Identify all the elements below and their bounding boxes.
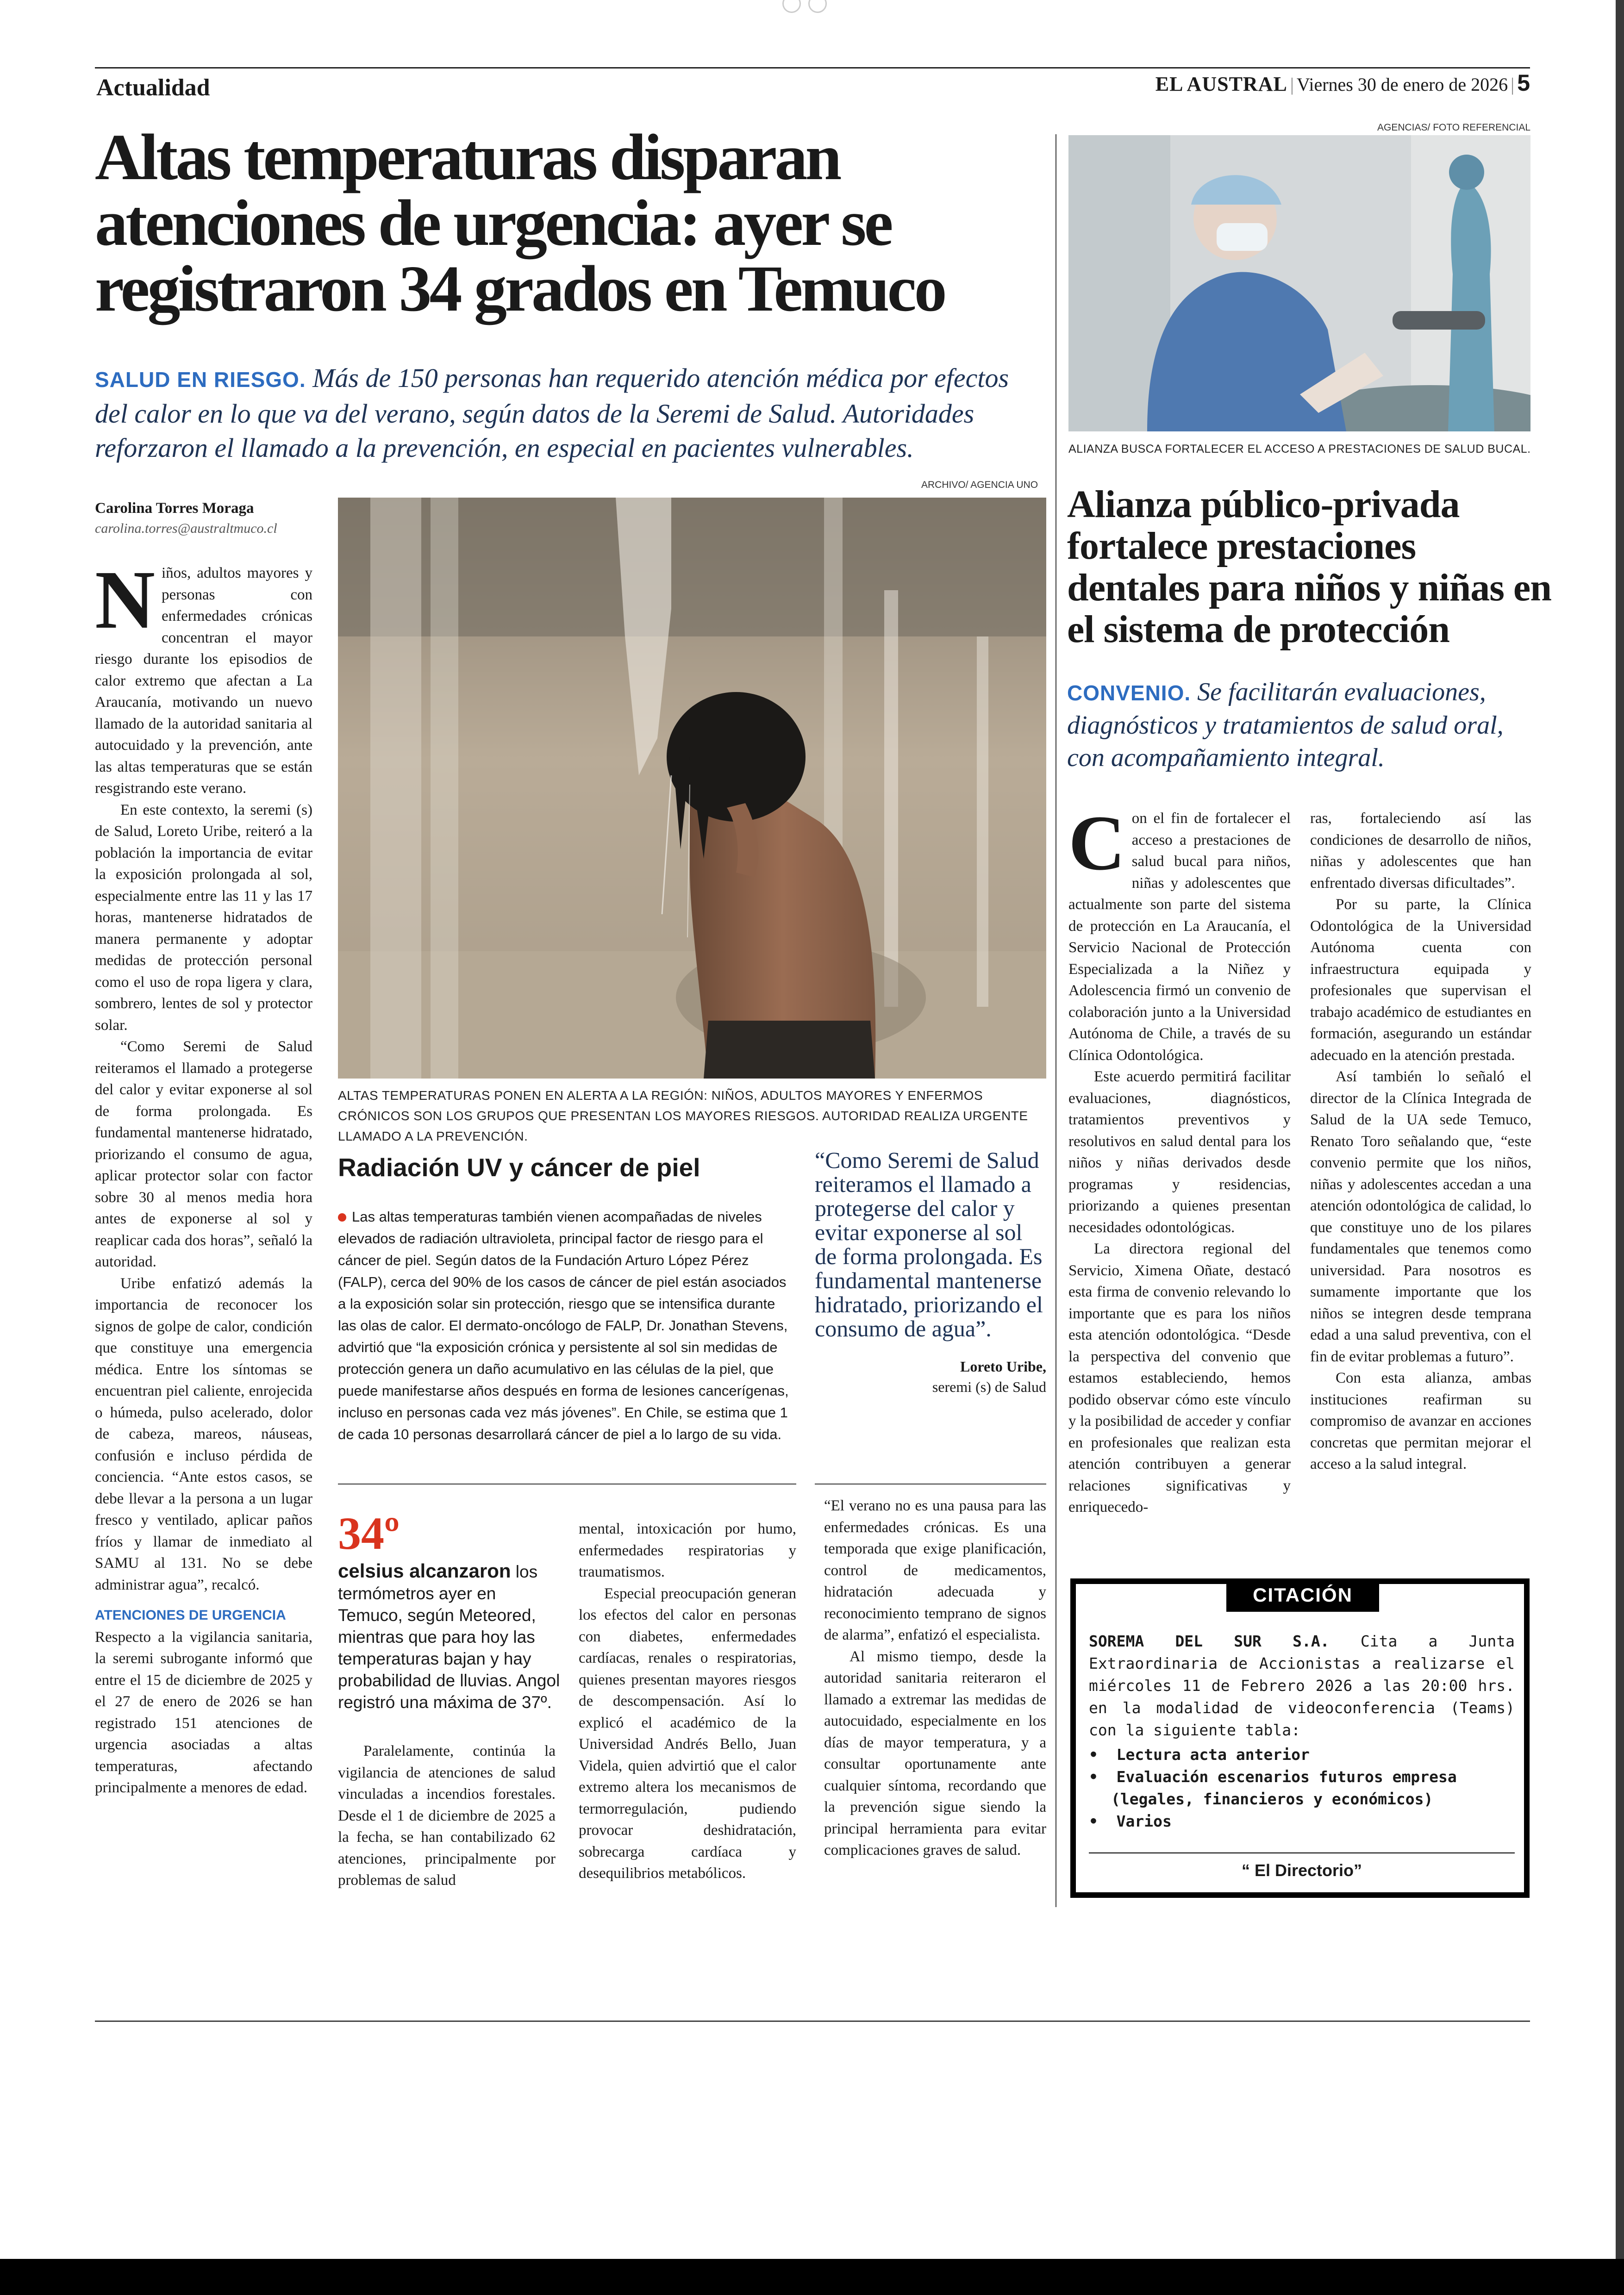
author-email: carolina.torres@australtmuco.cl xyxy=(95,521,277,536)
paragraph: iños, adultos mayores y personas con enfermedades crónicas concentran el mayor riesgo durante los episodios de calor extremo que afectan a La Araucanía, motivando un nuevo llamado de la autoridad sanitaria al autocuidado y la prevención, ante las altas temperaturas que se están resgistrando este verano. xyxy=(95,565,312,797)
side-lead xyxy=(1067,676,1530,774)
citacion-text: Cita a Junta Extraordinaria de Accionistas a realizarse el miércoles 11 de Febrero 2026 a las 20:00 hrs. en la modalidad de videoconferencia (Teams) con la siguiente tabla: xyxy=(1089,1632,1515,1739)
main-lead-text: Más de 150 personas han requerido atención médica por efectos del calor en lo que va del verano, según datos de la Seremi de Salud. Autoridades reforzaron el llamado a la prevención, en especial en pacientes vulnerables. xyxy=(95,363,1009,463)
side-photo-caption: ALIANZA BUSCA FORTALECER EL ACCESO A PRESTACIONES DE SALUD BUCAL. xyxy=(1068,443,1531,455)
main-kicker: SALUD EN RIESGO. xyxy=(95,368,306,392)
main-photo xyxy=(338,498,1046,1079)
paragraph: En este contexto, la seremi (s) de Salud, Loreto Uribe, reiteró a la población la importancia de evitar la exposición prolongada al sol, especialmente entre las 11 y las 17 horas, mantenerse hidratados de manera permanente y adoptar medidas de protección personal como el uso de ropa ligera y clara, sombrero, lentes de sol y protector solar. xyxy=(95,801,312,1034)
agenda-item: • Varios xyxy=(1089,1812,1172,1830)
paragraph: Respecto a la vigilancia sanitaria, la seremi subrogante informó que entre el 15 de diciembre de 2025 y el 27 de enero de 2026 se han registrado 151 atenciones de urgencia asociadas a altas temperaturas, afectando principalmente a menores de edad. xyxy=(95,1628,312,1796)
article-column-1 xyxy=(95,554,312,1799)
dentist-image xyxy=(1068,135,1530,431)
side-photo xyxy=(1068,135,1530,431)
pull-quote xyxy=(815,1148,1046,1397)
page-edge-shadow xyxy=(1616,0,1624,2295)
main-headline: Altas temperaturas disparan atenciones de urgencia: ayer se registraron 34 grados en Temuco xyxy=(95,120,945,325)
agenda-item: • Lectura acta anterior xyxy=(1089,1746,1310,1764)
dot-icon xyxy=(808,0,827,13)
paragraph: Así también lo señaló el director de la Clínica Integrada de Salud de la UA sede Temuco, Renato Toro señalando que, “este convenio permite que los niños, niñas y adolescentes accedan a una atención odontológica de calidad, lo que constituye uno de los pilares fundamentales que tenemos como universidad. Para nosotros es sumamente importante que los niños se integren desde temprana edad a una salud preventiva, con el fin de evitar problemas a futuro”. xyxy=(1310,1068,1531,1365)
article-column-3 xyxy=(579,1518,796,1884)
page-number: 5 xyxy=(1517,70,1530,96)
side-photo-credit: AGENCIAS/ FOTO REFERENCIAL xyxy=(1377,122,1531,133)
bullet-icon xyxy=(338,1213,346,1222)
paragraph: on el fin de fortalecer el acceso a prestaciones de salud bucal para niños, niñas y adolescentes que actualmente son parte del sistema de protección en La Araucanía, el Servicio Nacional de Protección Especializada a la Niñez y Adolescencia firmó un convenio de colaboración junto a la Universidad Autónoma de Chile, a través de su Clínica Odontológica. xyxy=(1068,810,1291,1064)
stat-value: 34º xyxy=(338,1508,400,1559)
paragraph: Por su parte, la Clínica Odontológica de la Universidad Autónoma cuenta con infraestructura equipada y profesionales que supervisan el trabajo académico de estudiantes en formación, asegurando un estándar adecuado en la atención prestada. xyxy=(1310,896,1531,1064)
article-column-2 xyxy=(338,1740,556,1891)
masthead: EL AUSTRAL | Viernes 30 de enero de 2026 | 5 xyxy=(1155,70,1530,96)
dot-icon xyxy=(782,0,801,13)
bottom-bar xyxy=(0,2259,1624,2295)
paragraph: Al mismo tiempo, desde la autoridad sanitaria reiteraron el llamado a extremar las medidas de autocuidado, especialmente en los días de mayor temperatura, y a consultar oportunamente ante cualquier síntoma, recordando que la prevención sigue siendo la principal herramienta para evitar complicaciones graves de salud. xyxy=(824,1648,1046,1858)
author-name: Carolina Torres Moraga xyxy=(95,500,254,517)
child-fountain-image xyxy=(338,498,1046,1079)
side-headline: Alianza público-privada fortalece prestaciones dentales para niños y niñas en el sistema de protección xyxy=(1067,483,1551,651)
drop-cap: C xyxy=(1068,799,1125,886)
stat-box xyxy=(338,1560,565,1713)
side-kicker: CONVENIO. xyxy=(1067,681,1191,705)
citacion-company: SOREMA DEL SUR S.A. xyxy=(1089,1632,1330,1650)
citacion-title: CITACIÓN xyxy=(1226,1578,1379,1612)
paragraph: Con esta alianza, ambas instituciones reafirman su compromiso de avanzar en acciones concretas que permitan mejorar el acceso a la salud integral. xyxy=(1310,1370,1531,1472)
subheading: ATENCIONES DE URGENCIA xyxy=(95,1608,286,1623)
section-label: Actualidad xyxy=(96,75,210,101)
citacion-body xyxy=(1089,1630,1515,1741)
side-lead-text: Se facilitarán evaluaciones, diagnósticos y tratamientos de salud oral, con acompañamiento integral. xyxy=(1067,678,1504,772)
paragraph: La directora regional del Servicio, Ximena Oñate, destacó esta firma de convenio relevando lo importante que es para los niños esta atención odontológica. “Desde la perspectiva del convenio que estamos estableciendo, hemos podido observar cómo este vínculo y la posibilidad de acceder y confiar en profesionales que realizan esta atención contribuyen a generar relaciones significativas y enriquecedo- xyxy=(1068,1241,1291,1515)
paragraph: “El verano no es una pausa para las enfermedades crónicas. Es una temporada que exige planificación, control de medicamentos, hidratación adecuada y reconocimiento temprano de signos de alarma”, enfatizó el especialista. xyxy=(824,1497,1046,1643)
uv-text: Las altas temperaturas también vienen acompañadas de niveles elevados de radiación ultravioleta, principal factor de riesgo para el cáncer de piel. Según datos de la Fundación Arturo López Pérez (FALP), cerca del 90% de los casos de cáncer de piel están asociados a la exposición solar sin protección, riesgo que se intensifica durante las olas de calor. El dermato-oncólogo de FALP, Dr. Jonathan Stevens, advirtió que “la exposición crónica y persistente al sol sin medidas de protección genera un daño acumulativo en las células de la piel, que puede manifestarse años después en forma de lesiones cancerígenas, incluso en personas cada vez más jóvenes”. En Chile, se estima que 1 de cada 10 personas desarrollará cáncer de piel a lo largo de su vida. xyxy=(338,1209,789,1442)
paper-name: EL AUSTRAL xyxy=(1155,73,1287,95)
byline xyxy=(95,498,312,539)
side-column-2 xyxy=(1310,808,1531,1475)
paragraph: ras, fortaleciendo así las condiciones de desarrollo de niños, niñas y adolescentes que han enfrentado diversas dificultades”. xyxy=(1310,810,1531,892)
side-column-1 xyxy=(1068,799,1291,1518)
paragraph: “Como Seremi de Salud reiteramos el llamado a protegerse del calor y evitar exponerse al sol de forma prolongada. Es fundamental mantenerse hidratado, priorizando el consumo de agua, aplicar protector solar con factor sobre 30 al menos media hora antes de exponerse al sol y reaplicar cada dos horas”, señaló la autoridad. xyxy=(95,1038,312,1270)
drop-cap: N xyxy=(95,554,155,646)
agenda-item: • Evaluación escenarios futuros empresa (legales, financieros y económicos) xyxy=(1089,1768,1457,1808)
page-dots xyxy=(782,0,838,14)
paragraph: Paralelamente, continúa la vigilancia de atenciones de salud vinculadas a incendios forestales. Desde el 1 de diciembre de 2025 a la fecha, se han contabilizado 62 atenciones, principalmente por problemas de salud xyxy=(338,1743,556,1889)
page-bottom-rule xyxy=(95,2021,1530,2022)
paragraph: Este acuerdo permitirá facilitar evaluaciones, diagnósticos, tratamientos preventivos y resolutivos en salud dental para los niños y niñas derivados desde programas y residencias, priorizando a quienes presentan necesidades odontológicas. xyxy=(1068,1068,1291,1236)
paragraph: Especial preocupación generan los efectos del calor en personas con diabetes, enfermedades cardíacas, renales o respiratorias, quienes presentan mayores riesgos de descompensación. Así lo explicó el académico de la Universidad Andrés Bello, Juan Videla, quien advirtió que el calor extremo altera los mecanismos de termorregulación, pudiendo provocar deshidratación, sobrecarga cardíaca y desequilibrios metabólicos. xyxy=(579,1585,796,1882)
header-rule xyxy=(95,67,1530,69)
issue-date: Viernes 30 de enero de 2026 xyxy=(1296,74,1508,95)
stat-bold: celsius alcanzaron xyxy=(338,1560,511,1582)
quote-name: Loreto Uribe, xyxy=(960,1358,1046,1375)
citacion-signature: “ El Directorio” xyxy=(1089,1852,1515,1880)
quote-attribution xyxy=(815,1356,1046,1397)
uv-title: Radiación UV y cáncer de piel xyxy=(338,1153,700,1182)
stat-text: los termómetros ayer en Temuco, según Meteored, mientras que para hoy las temperaturas bajan y hay probabilidad de lluvias. Angol registró una máxima de 37º. xyxy=(338,1562,560,1712)
article-column-4 xyxy=(824,1495,1046,1861)
photo-credit: ARCHIVO/ AGENCIA UNO xyxy=(921,480,1038,490)
citacion-agenda xyxy=(1089,1744,1515,1833)
main-photo-caption: ALTAS TEMPERATURAS PONEN EN ALERTA A LA REGIÓN: NIÑOS, ADULTOS MAYORES Y ENFERMOS CRÓNICOS SON LOS GRUPOS QUE PRESENTAN LOS MAYORES RIESGOS. AUTORIDAD REALIZA URGENTE LLAMADO A LA PREVENCIÓN. xyxy=(338,1088,1028,1143)
uv-box xyxy=(338,1206,796,1445)
citacion-notice xyxy=(1070,1578,1530,1898)
main-lead xyxy=(95,361,1030,465)
quote-text: “Como Seremi de Salud reiteramos el llamado a protegerse del calor y evitar exponerse al sol de forma prolongada. Es fundamental mantenerse hidratado, priorizando el consumo de agua”. xyxy=(815,1147,1043,1341)
quote-role: seremi (s) de Salud xyxy=(932,1378,1046,1395)
paragraph: mental, intoxicación por humo, enfermedades respiratorias y traumatismos. xyxy=(579,1521,796,1580)
paragraph: Uribe enfatizó además la importancia de reconocer los signos de golpe de calor, condición que constituye una emergencia médica. Entre los síntomas se encuentran piel caliente, enrojecida o húmeda, pulso acelerado, dolor de cabeza, mareos, náuseas, confusión e incluso pérdida de conciencia. “Ante estos casos, se debe llevar a la persona a un lugar fresco y ventilado, aplicar paños fríos y llamar de inmediato al SAMU al 131. No se debe administrar agua”, recalcó. xyxy=(95,1275,312,1593)
